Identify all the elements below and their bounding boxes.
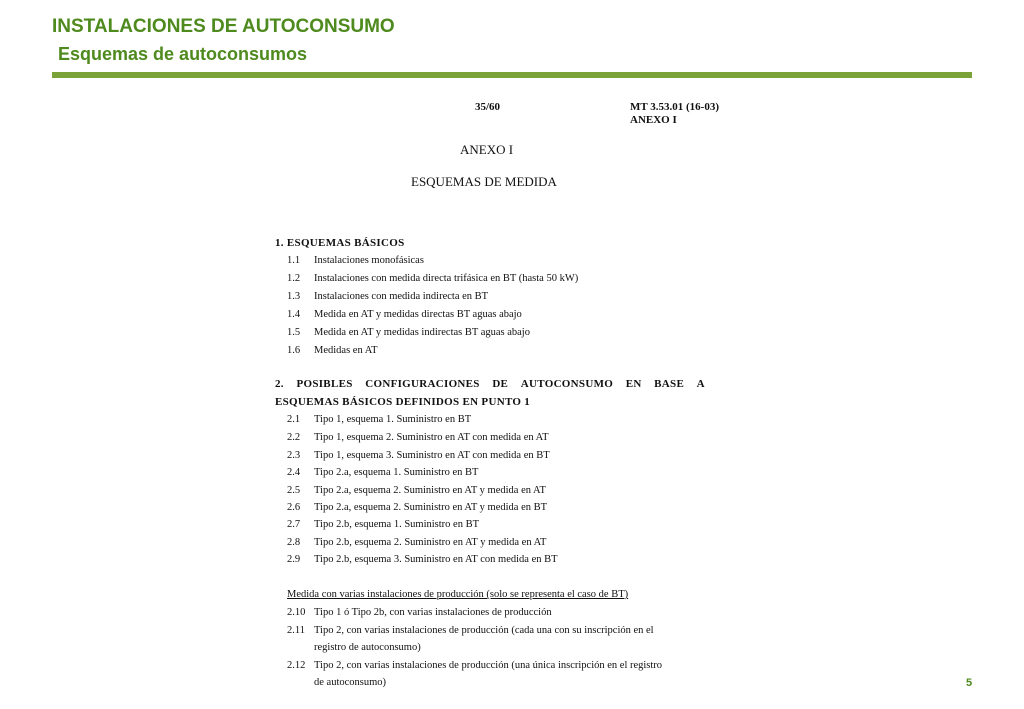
item-number: 2.12: [287, 660, 306, 671]
section-1-title: 1. ESQUEMAS BÁSICOS: [275, 237, 405, 249]
list-item: Instalaciones monofásicas: [314, 255, 424, 266]
list-item: Medidas en AT: [314, 345, 378, 356]
section-2-number: 2.: [275, 378, 284, 390]
item-number: 1.1: [287, 255, 301, 266]
section-2-word: DE: [492, 378, 509, 390]
list-item: Instalaciones con medida directa trifásica en BT (hasta 50 kW): [314, 273, 579, 284]
document-annex-label: ANEXO I: [630, 114, 677, 126]
list-item: Tipo 2, con varias instalaciones de producción (cada una con su inscripción en el: [314, 625, 654, 636]
item-number: 2.2: [287, 432, 301, 443]
item-number: 2.8: [287, 537, 301, 548]
item-number: 1.3: [287, 291, 301, 302]
section-2-word: AUTOCONSUMO: [520, 378, 614, 390]
item-number: 1.4: [287, 309, 301, 320]
list-item: Tipo 2, con varias instalaciones de producción (una única inscripción en el registro: [314, 660, 663, 671]
list-item: Tipo 2.b, esquema 3. Suministro en AT con medida en BT: [314, 554, 558, 565]
list-item: Tipo 2.b, esquema 2. Suministro en AT y medida en AT: [314, 537, 547, 548]
section-2-title-line: [275, 378, 705, 390]
list-item: Tipo 1 ó Tipo 2b, con varias instalaciones de producción: [314, 607, 552, 618]
slide-subtitle: Esquemas de autoconsumos: [58, 44, 308, 64]
list-item: Tipo 2.a, esquema 2. Suministro en AT y medida en AT: [314, 485, 546, 496]
list-item: Tipo 1, esquema 1. Suministro en BT: [314, 414, 472, 425]
item-number: 2.10: [287, 607, 306, 618]
section-2-word: A: [696, 378, 705, 390]
list-item: Tipo 2.a, esquema 2. Suministro en AT y medida en BT: [314, 502, 548, 513]
item-number: 2.3: [287, 450, 301, 461]
item-number: 2.9: [287, 554, 301, 565]
section-2-word: EN: [625, 378, 642, 390]
item-number: 2.1: [287, 414, 301, 425]
list-item: Tipo 2.b, esquema 1. Suministro en BT: [314, 519, 479, 530]
list-item: Tipo 1, esquema 3. Suministro en AT con medida en BT: [314, 450, 550, 461]
section-2-word: POSIBLES: [296, 378, 353, 390]
item-number: 2.11: [287, 625, 305, 636]
sub-heading: Medida con varias instalaciones de producción (solo se representa el caso de BT): [287, 589, 629, 600]
document-heading: ESQUEMAS DE MEDIDA: [411, 174, 557, 189]
item-number: 2.6: [287, 502, 301, 513]
section-2-word: CONFIGURACIONES: [365, 378, 480, 390]
page-number: 5: [966, 677, 973, 689]
document-code: MT 3.53.01 (16-03): [630, 101, 720, 113]
item-number: 2.7: [287, 519, 301, 530]
item-number: 2.4: [287, 467, 301, 478]
item-number: 1.6: [287, 345, 301, 356]
list-item: Tipo 1, esquema 2. Suministro en AT con medida en AT: [314, 432, 549, 443]
item-number: 1.2: [287, 273, 301, 284]
item-number: 2.5: [287, 485, 301, 496]
list-item-continuation: de autoconsumo): [314, 677, 387, 688]
list-item-continuation: registro de autoconsumo): [314, 642, 421, 653]
item-number: 1.5: [287, 327, 301, 338]
list-item: Medida en AT y medidas directas BT aguas abajo: [314, 309, 522, 320]
list-item: Tipo 2.a, esquema 1. Suministro en BT: [314, 467, 479, 478]
slide-title: INSTALACIONES DE AUTOCONSUMO: [52, 16, 395, 37]
annex-title: ANEXO I: [460, 142, 514, 157]
section-2-word: BASE: [654, 378, 685, 390]
page-reference: 35/60: [475, 101, 501, 113]
section-2-title-line2: ESQUEMAS BÁSICOS DEFINIDOS EN PUNTO 1: [275, 396, 531, 408]
list-item: Instalaciones con medida indirecta en BT: [314, 291, 489, 302]
list-item: Medida en AT y medidas indirectas BT aguas abajo: [314, 327, 530, 338]
